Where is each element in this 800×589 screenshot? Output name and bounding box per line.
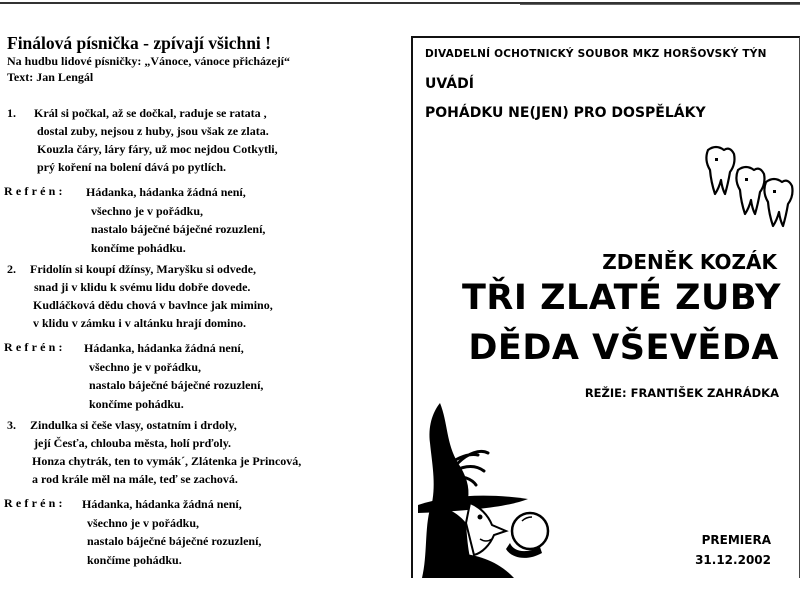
refrain-line: nastalo báječné báječné rozuzlení,	[87, 534, 262, 548]
refrain-line: nastalo báječné báječné rozuzlení,	[91, 222, 266, 236]
refrain-line: končíme pohádku.	[89, 396, 184, 411]
refrain-line: Hádanka, hádanka žádná není,	[82, 497, 242, 511]
verse-line: Zindulka si češe vlasy, ostatním i drdoly,	[30, 418, 237, 432]
refrain-label: Refrén:	[4, 340, 66, 354]
verse-line: v klidu v zámku i v altánku hrají domino.	[33, 316, 247, 330]
verse-line: dostal zuby, nejsou z huby, jsou však ze zlata.	[37, 124, 269, 138]
verse-1	[34, 104, 278, 176]
play-title-line1: TŘI ZLATÉ ZUBY	[462, 278, 781, 318]
poster	[411, 36, 800, 578]
verse-line: Honza chytrák, ten to vymák´, Zlátenka je Princová,	[32, 454, 302, 468]
author: ZDENĚK KOZÁK	[602, 250, 777, 274]
verse-number: 3.	[7, 418, 16, 432]
director: REŽIE: FRANTIŠEK ZAHRÁDKA	[584, 386, 779, 400]
refrain	[86, 183, 265, 257]
verse-2	[30, 260, 273, 332]
refrain-line: Hádanka, hádanka žádná není,	[86, 185, 246, 199]
verse-line: její Česťa, chlouba města, holí prďoly.	[34, 436, 232, 450]
refrain	[82, 495, 261, 569]
refrain	[84, 339, 263, 413]
refrain-line: všechno je v pořádku,	[89, 359, 202, 374]
verse-3	[30, 416, 301, 488]
refrain-line: končíme pohádku.	[91, 240, 186, 255]
refrain-line: Hádanka, hádanka žádná není,	[84, 341, 244, 355]
song-title: Finálová písnička - zpívají všichni !	[7, 33, 271, 53]
fairytale-subtitle: POHÁDKU NE(JEN) PRO DOSPĚLÁKY	[425, 105, 706, 121]
tooth-icon	[698, 142, 798, 232]
premiere-date: 31.12.2002	[695, 553, 771, 567]
page-top-rule-right	[520, 4, 800, 5]
premiere-label: PREMIERA	[701, 533, 771, 547]
verse-line: snad ji v klidu k svému lidu dobře dovede.	[34, 280, 251, 294]
verse-line: Král si počkal, až se dočkal, raduje se ratata ,	[34, 106, 267, 120]
refrain-line: nastalo báječné báječné rozuzlení,	[89, 378, 264, 392]
verse-line: a rod krále měl na mále, teď se zachová.	[32, 472, 238, 486]
theatre-society: DIVADELNÍ OCHOTNICKÝ SOUBOR MKZ HORŠOVSKÝ TÝN	[425, 48, 767, 60]
verse-line: Kudláčková dědu chová v bavlnce jak mimino,	[33, 298, 273, 312]
refrain-line: všechno je v pořádku,	[87, 515, 200, 530]
lyrics-author: Text: Jan Lengál	[7, 70, 94, 84]
refrain-label: Refrén:	[4, 496, 66, 510]
presents-label: UVÁDÍ	[425, 76, 474, 92]
play-title-line2: DĚDA VŠEVĚDA	[468, 328, 779, 368]
verse-number: 2.	[7, 262, 16, 276]
verse-line: Kouzla čáry, láry fáry, už moc nejdou Cotkytli,	[37, 142, 278, 156]
verse-line: prý koření na bolení dává po pytlích.	[37, 160, 227, 174]
witch-illustration	[418, 403, 593, 578]
refrain-line: všechno je v pořádku,	[91, 203, 204, 218]
refrain-line: končíme pohádku.	[87, 552, 182, 567]
verse-line: Fridolín si koupí džínsy, Maryšku si odvede,	[30, 262, 257, 276]
melody-note: Na hudbu lidové písničky: „Vánoce, vánoce přicházejí“	[7, 54, 291, 68]
verse-number: 1.	[7, 106, 16, 120]
refrain-label: Refrén:	[4, 184, 66, 198]
